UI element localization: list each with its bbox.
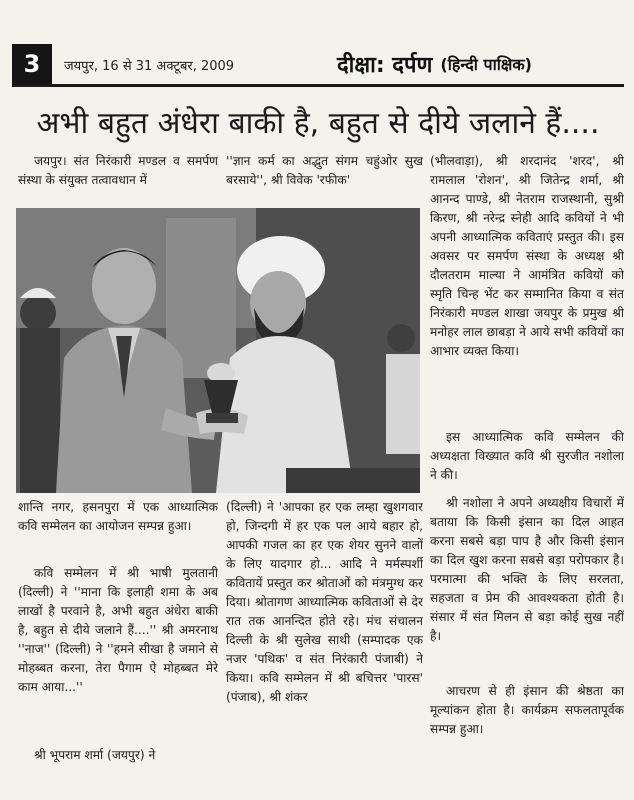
headline: अभी बहुत अंधेरा बाकी है, बहुत से दीये जलाने हैं.... — [36, 106, 600, 141]
col2-intro: ''ज्ञान कर्म का अद्भुत संगम चहुंओर सुख बरसाये'', श्री विवेक 'रफीक' — [226, 154, 423, 187]
header-rule — [12, 84, 624, 87]
page-number: 3 — [12, 44, 52, 84]
page-header — [12, 44, 624, 88]
col1-intro: जयपुर। संत निरंकारी मण्डल व समर्पण संस्था के संयुक्त तत्वावधान में — [18, 154, 218, 187]
col3-paragraph-1: (भीलवाड़ा), श्री शरदानंद 'शरद', श्री रामलाल 'रोशन', श्री जितेन्द्र शर्मा, श्री आनन्द पाण्डे, श्री नेतराम राजस्थानी, सुश्री किरण, श्री नरेन्द्र स्नेही आदि कवियों ने भी अपनी आध्यात्मिक कविताएं प्रस्तुत की। इस अवसर पर समर्पण संस्था के अध्यक्ष श्री दौलतराम माल्या ने आमंत्रित कवियों को स्मृति चिन्ह भेंट कर सम्मानित किया व संत निरंकारी मण्डल शाखा जयपुर के प्रमुख श्री मनोहर लाल छाबड़ा ने आये सभी कवियों का आभार व्यक्त किया। — [430, 154, 624, 358]
col3-paragraph-3: श्री नशोला ने अपने अध्यक्षीय विचारों में बताया कि किसी इंसान का दिल आहत करना सबसे बड़ा पाप है और किसी इंसान का दिल खुश करना सबसे बड़ा परोपकार है। परमात्मा की भक्ति के लिए सरलता, सहजता व प्रेम की आवश्यकता होती है। संसार में संत मिलन से बड़ा कोई सुख नहीं है। — [430, 496, 624, 643]
masthead — [337, 48, 624, 80]
masthead-subtitle: (हिन्दी पाक्षिक) — [440, 55, 532, 74]
col2-after-photo: (दिल्ली) ने 'आपका हर एक लम्हा खुशगवार हो, जिन्दगी में हर एक पल आये बहार हो, आपकी गजल का हर एक शेयर सुनने वालों के लिए यादगार हो... आदि ने मर्मस्पर्शी कवितायें प्रस्तुत कर श्रोताओं को मंत्रमुग्ध कर दिया। श्रोतागण आध्यात्मिक कविताओं से देर रात तक आनन्दित होते रहे। मंच संचालन दिल्ली के श्री सुलेख साथी (सम्पादक एक नजर 'पथिक' व संत निरंकारी पंजाबी) ने किया। कवि सम्मेलन में श्री बचित्तर 'पारस' (पंजाब), श्री शंकर — [226, 500, 423, 704]
event-photo — [16, 208, 420, 493]
col1-paragraph-3: श्री भूपराम शर्मा (जयपुर) ने — [34, 748, 156, 762]
col1-after-photo: शान्ति नगर, हसनपुरा में एक आध्यात्मिक कवि सम्मेलन का आयोजन सम्पन्न हुआ। — [18, 500, 218, 533]
masthead-name: दीक्षा: दर्पण — [337, 53, 433, 78]
photo-illustration — [16, 208, 420, 493]
col1-paragraph-2: कवि सम्मेलन में श्री भाषी मुलतानी (दिल्ली) ने ''माना कि इलाही शमा के अब लाखों है परवाने है, अभी बहुत अंधेरा बाकी है, बहुत से दीये जलाने हैं....'' श्री अमरनाथ ''नाज'' (दिल्ली) ने ''हमने सीखा है जमाने से मोहब्बत करना, तेरा पैगाम ऐ मोहब्बत मेरे काम आया...'' — [18, 566, 218, 694]
col3-paragraph-2: इस आध्यात्मिक कवि सम्मेलन की अध्यक्षता विख्यात कवि श्री सुरजीत नशोला ने की। — [430, 430, 624, 482]
date-line: जयपुर, 16 से 31 अक्टूबर, 2009 — [64, 59, 235, 74]
col3-paragraph-4: आचरण से ही इंसान की श्रेष्ठता का मूल्यांकन होता है। कार्यक्रम सफलतापूर्वक सम्पन्न हुआ। — [430, 684, 624, 736]
